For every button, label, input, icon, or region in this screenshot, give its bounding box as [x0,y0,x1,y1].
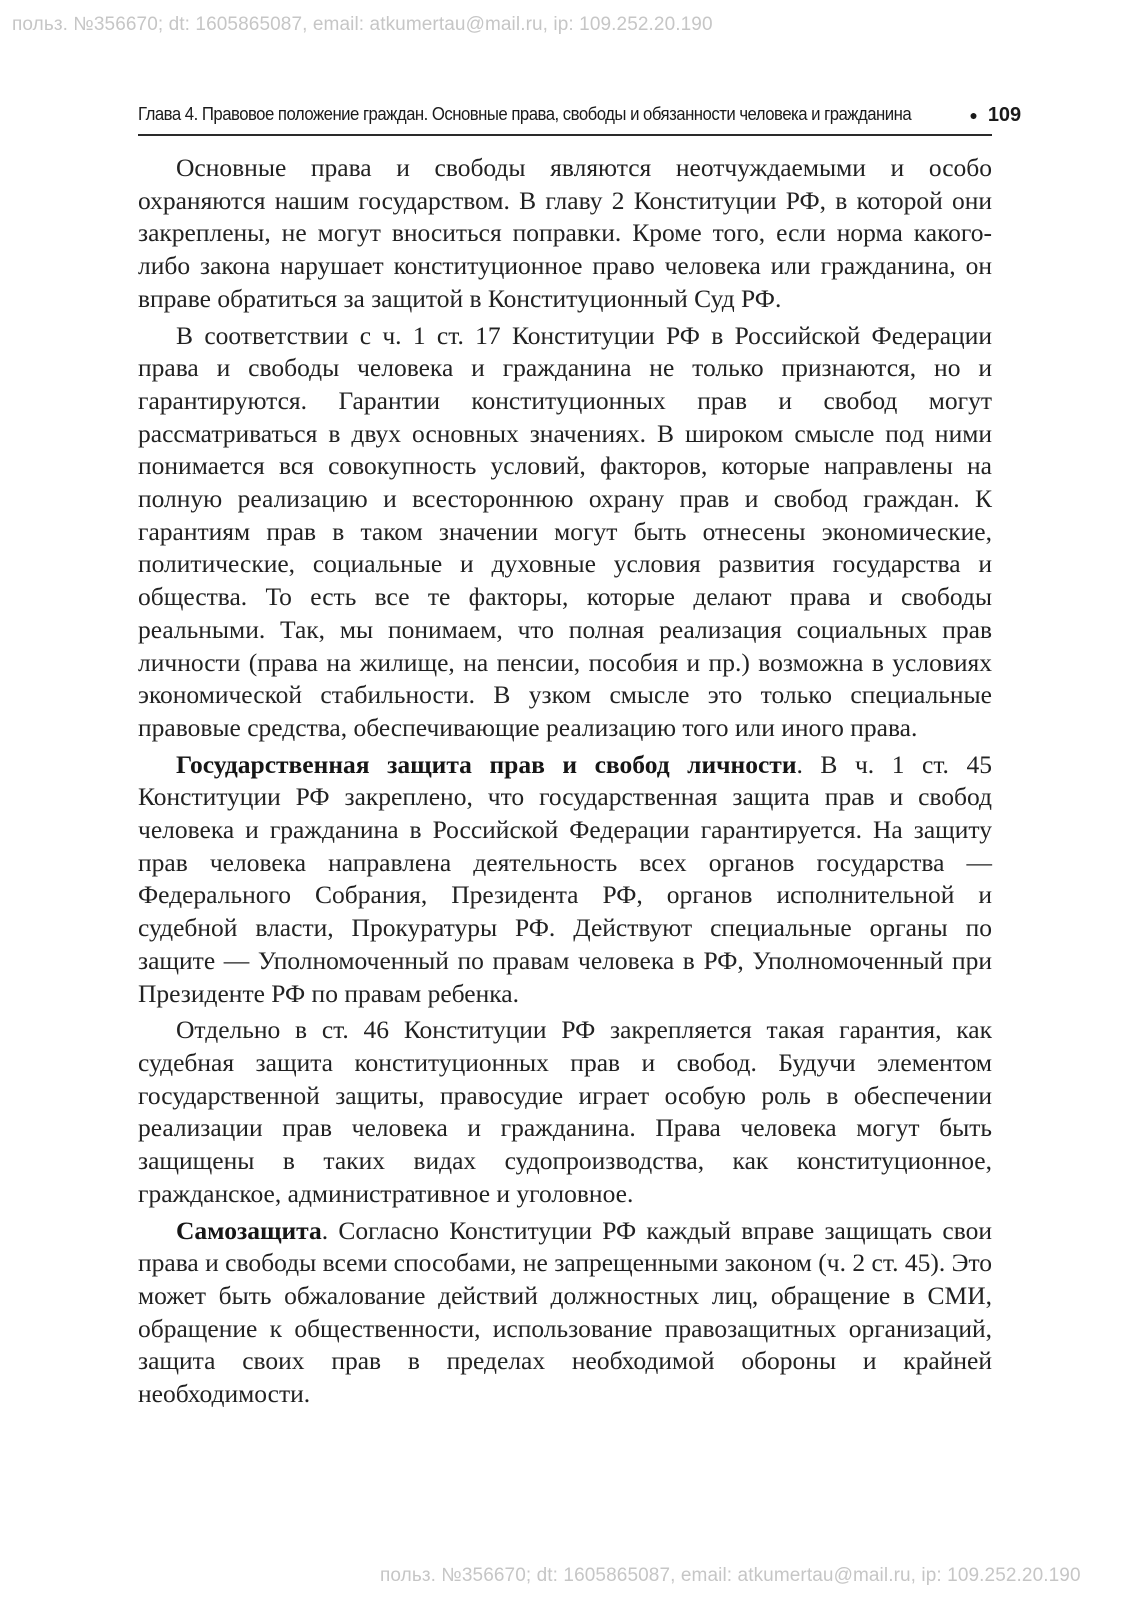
watermark-top: польз. №356670; dt: 1605865087, email: atkumertau@mail.ru, ip: 109.252.20.190 [12,14,713,35]
paragraph [138,152,992,316]
paragraph [138,320,992,745]
paragraph-text: В соответствии с ч. 1 ст. 17 Конституции РФ в Российской Федерации права и свободы человека и гражданина не только признаются, но и гарантируются. Гарантии конституционных прав и свобод могут рассматриваться в двух основных значениях. В широком смысле под ними понимается вся совокупность условий, факторов, которые направлены на полную реализацию и всестороннюю охрану прав и свобод граждан. К гарантиям прав в таком значении могут быть отнесены экономические, политические, социальные и духовные условия развития государства и общества. То есть все те факторы, которые делают права и свободы реальными. Так, мы понимаем, что полная реализация социальных прав личности (права на жилище, на пенсии, пособия и пр.) возможна в условиях экономической стабильности. В узком смысле это только специальные правовые средства, обеспечивающие реализацию того или иного права. [138,320,992,742]
watermark-bottom: польз. №356670; dt: 1605865087, email: atkumertau@mail.ru, ip: 109.252.20.190 [380,1565,1081,1586]
paragraph-lead: Государственная защита прав и свобод личности [176,749,797,779]
paragraph-text: . В ч. 1 ст. 45 Конституции РФ закреплено, что государственная защита прав и свобод человека и гражданина в Российской Федерации гарантируется. На защиту прав человека направлена деятельность всех органов государства — Федерального Собрания, Президента РФ, органов исполнительной и судебной власти, Прокуратуры РФ. Действуют специальные органы по защите — Уполномоченный по правам человека в РФ, Уполномоченный при Президенте РФ по правам ребенка. [138,749,992,1008]
paragraph-text: Отдельно в ст. 46 Конституции РФ закрепляется такая гарантия, как судебная защита конституционных прав и свобод. Будучи элементом государственной защиты, правосудие играет особую роль в обеспечении реализации прав человека и гражданина. Права человека могут быть защищены в таких видах судопроизводства, как конституционное, гражданское, административное и уголовное. [138,1015,992,1208]
body-text [138,152,992,1415]
paragraph-text: Основные права и свободы являются неотчуждаемыми и особо охраняются нашим государством. В главу 2 Конституции РФ, в которой они закреплены, не могут вноситься поправки. Кроме того, если норма какого-либо закона нарушает конституционное право человека или гражданина, он вправе обратиться за защитой в Конституционный Суд РФ. [138,153,992,313]
running-header [138,104,1022,136]
chapter-title: Глава 4. Правовое положение граждан. Основные права, свободы и обязанности человека и гражданина [138,104,912,124]
paragraph-lead: Самозащита [176,1215,322,1245]
paragraph-text: . Согласно Конституции РФ каждый вправе защищать свои права и свободы всеми способами, не запрещенными законом (ч. 2 ст. 45). Это может быть обжалование действий должностных лиц, обращение в СМИ, обращение к общественности, использование правозащитных организаций, защита своих прав в пределах необходимой обороны и крайней необходимости. [138,1215,992,1409]
page-number: 109 [987,104,1022,126]
paragraph [138,1014,992,1210]
bullet-separator-icon: ● [969,107,978,123]
paragraph [138,1215,992,1411]
paragraph [138,749,992,1011]
